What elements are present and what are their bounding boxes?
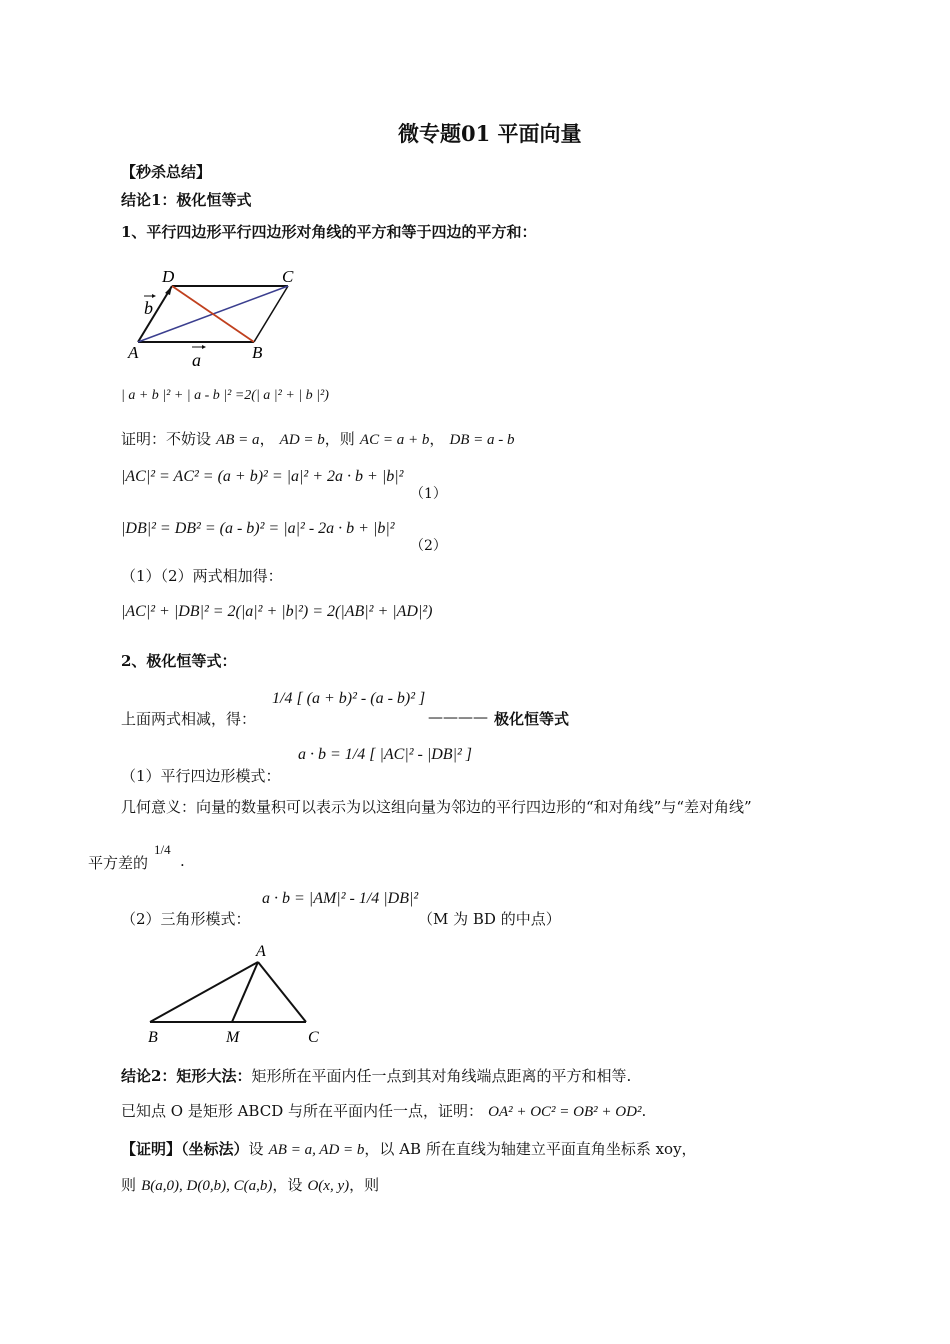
formula-parallelogram-law: | a + b |² + | a - b |² =2(| a |² + | b |²) — [121, 388, 329, 403]
formula-ad: AD = b — [279, 432, 325, 448]
label-b: B — [148, 1029, 158, 1046]
formula-ac: AC = a + b — [359, 432, 430, 448]
proof-then: ，则 — [324, 430, 355, 448]
label-vector-b: b — [144, 298, 153, 318]
known-formula: OA² + OC² = OB² + OD² — [488, 1104, 642, 1120]
known-prefix: 已知点 O 是矩形 ABCD 与所在平面内任一点，证明： — [121, 1102, 484, 1120]
proof-2-line — [121, 1138, 697, 1159]
page-title: 微专题01 平面向量 — [398, 121, 582, 146]
formula-polarization: 1/4 [ (a + b)² - (a - b)² ] — [272, 690, 426, 707]
conclusion-2 — [121, 1065, 631, 1086]
coordinates-mid: ，设 — [272, 1176, 303, 1194]
subtract-prefix: 上面两式相减，得： — [121, 710, 257, 728]
geometric-meaning: 几何意义：向量的数量积可以表示为以这组向量为邻边的平行四边形的“和对角线”与“差对角线” — [121, 798, 752, 816]
parallelogram-figure — [120, 262, 310, 370]
coordinates-formula: B(a,0), D(0,b), C(a,b) — [141, 1178, 273, 1194]
polarization-name: 极化恒等式 — [494, 710, 570, 728]
edge-ba — [150, 962, 258, 1022]
label-c: C — [308, 1029, 319, 1046]
known-statement — [121, 1100, 646, 1121]
item-1-heading: 1、平行四边形平行四边形对角线的平方和等于四边的平方和： — [121, 223, 537, 241]
mode-2-note: （M 为 BD 的中点） — [418, 910, 561, 928]
add-equations-text: （1）（2）两式相加得： — [121, 567, 283, 585]
equation-2-tag: （2） — [410, 538, 447, 554]
proof-2-rest: ，以 AB 所在直线为轴建立平面直角坐标系 xoy， — [364, 1140, 697, 1158]
formula-db: DB = a - b — [449, 432, 515, 448]
subtract-dash: ———— — [428, 708, 488, 726]
item-2-heading: 2、极化恒等式： — [121, 652, 237, 670]
median-am — [232, 962, 258, 1022]
fraction-quarter: 1/4 — [154, 842, 171, 857]
diagonal-db — [172, 286, 254, 342]
edge-cb — [254, 286, 288, 342]
equation-1-tag: （1） — [410, 486, 447, 502]
label-vector-a: a — [192, 350, 201, 370]
edge-ac — [258, 962, 306, 1022]
arrow-b-head — [165, 286, 172, 295]
coordinates-prefix: 则 — [121, 1176, 137, 1194]
vector-a-arrowhead — [202, 345, 206, 349]
proof-prefix: 证明：不妨设 — [121, 430, 212, 448]
coordinates-suffix: ，则 — [349, 1176, 380, 1194]
formula-ab: AB = a — [216, 432, 260, 448]
label-b: B — [252, 343, 263, 362]
equation-3: |AC|² + |DB|² = 2(|a|² + |b|²) = 2(|AB|² + |AD|²) — [121, 603, 433, 620]
geometric-meaning-suffix: . — [180, 852, 185, 870]
label-a: A — [128, 343, 139, 362]
label-m: M — [226, 1029, 240, 1046]
proof-2-set: 设 — [248, 1140, 264, 1158]
mode-1-formula: a · b = 1/4 [ |AC|² - |DB|² ] — [298, 746, 472, 763]
proof-2-formula: AB = a, AD = b — [268, 1142, 365, 1158]
mode-1-label: （1）平行四边形模式： — [121, 767, 281, 785]
triangle-figure — [140, 940, 330, 1048]
section-heading: 【秒杀总结】 — [121, 163, 212, 181]
known-suffix: . — [641, 1102, 647, 1120]
label-c: C — [282, 267, 294, 286]
equation-1: |AC|² = AC² = (a + b)² = |a|² + 2a · b + |b|² — [121, 468, 404, 485]
equation-2: |DB|² = DB² = (a - b)² = |a|² - 2a · b + |b|² — [121, 520, 395, 537]
label-a: A — [256, 943, 266, 960]
conclusion-2-head: 结论2：矩形大法： — [121, 1067, 252, 1085]
point-o-formula: O(x, y) — [307, 1178, 350, 1194]
label-d: D — [162, 267, 175, 286]
geometric-meaning-prefix: 平方差的 — [88, 854, 149, 872]
mode-2-label: （2）三角形模式： — [121, 910, 251, 928]
mode-2-formula: a · b = |AM|² - 1/4 |DB|² — [262, 890, 419, 907]
proof-line: 证明：不妨设 AB = a， AD = b，则 AC = a + b， DB = a - b — [121, 430, 515, 448]
conclusion-2-body: 矩形所在平面内任一点到其对角线端点距离的平方和相等. — [251, 1067, 632, 1085]
coordinates-line — [121, 1174, 379, 1195]
proof-2-head: 【证明】（坐标法） — [121, 1140, 249, 1158]
conclusion-1-heading: 结论1：极化恒等式 — [121, 191, 252, 209]
